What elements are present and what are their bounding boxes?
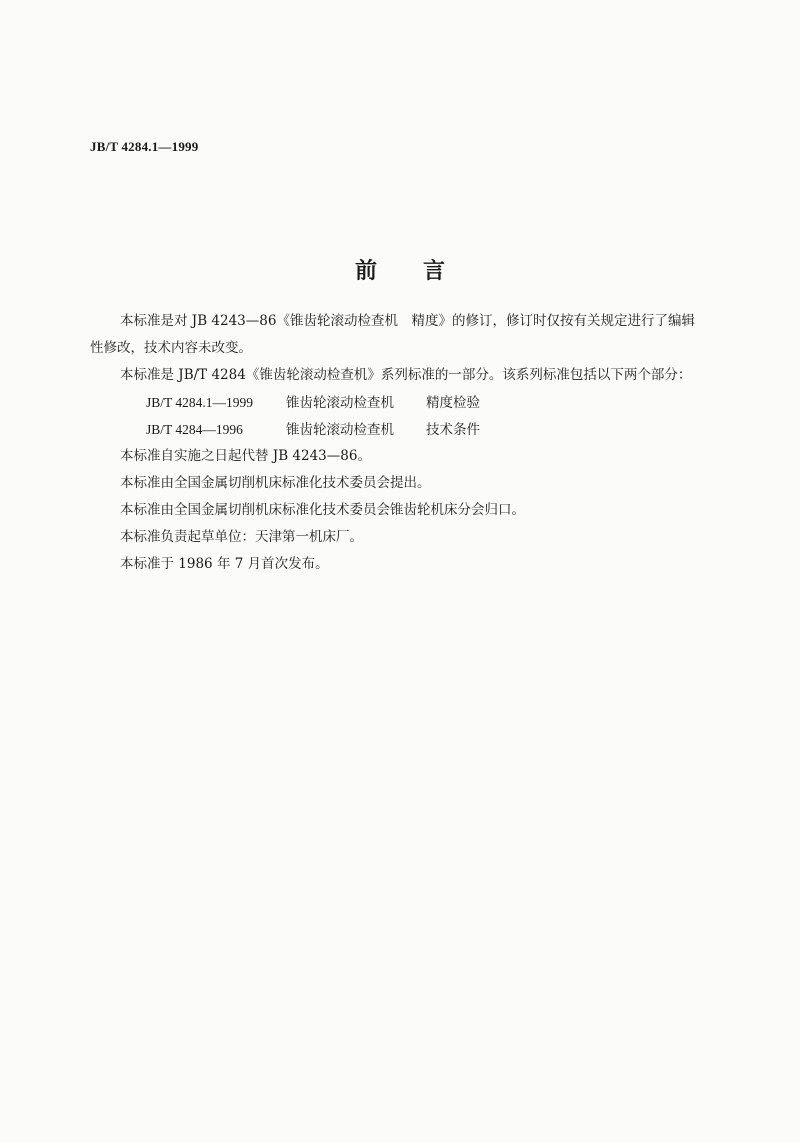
list-item-name: 锥齿轮滚动检查机 <box>286 395 394 411</box>
list-item-code: JB/T 4284—1996 <box>146 422 243 437</box>
paragraph-responsible: 本标准由全国金属切削机床标准化技术委员会锥齿轮机床分会归口。 <box>120 502 525 518</box>
standard-code: JB/T 4284.1—1999 <box>90 139 199 154</box>
list-item <box>146 392 480 414</box>
paragraph-revision-line-2: 性修改，技术内容未改变。 <box>90 340 252 356</box>
list-item-desc: 技术条件 <box>426 422 480 438</box>
paragraph-first-issued: 本标准于 1986 年 7 月首次发布。 <box>120 556 329 572</box>
list-item <box>146 419 480 441</box>
page-title <box>0 254 800 285</box>
list-item-desc: 精度检验 <box>426 395 480 411</box>
paragraph-replaces: 本标准自实施之日起代替 JB 4243—86。 <box>120 448 371 464</box>
paragraph-proposed-by: 本标准由全国金属切削机床标准化技术委员会提出。 <box>120 475 431 491</box>
title-char-1: 前 <box>354 259 377 284</box>
title-char-2: 言 <box>423 259 446 284</box>
list-item-code: JB/T 4284.1—1999 <box>146 395 254 410</box>
list-item-name: 锥齿轮滚动检查机 <box>286 422 394 438</box>
paragraph-drafting-unit: 本标准负责起草单位：天津第一机床厂。 <box>120 529 363 545</box>
paragraph-revision-line-1: 本标准是对 JB 4243—86《锥齿轮滚动检查机 精度》的修订，修订时仅按有关规定进行了编辑 <box>120 313 695 329</box>
paragraph-series: 本标准是 JB/T 4284《锥齿轮滚动检查机》系列标准的一部分。该系列标准包括以下两个部分： <box>120 367 692 383</box>
